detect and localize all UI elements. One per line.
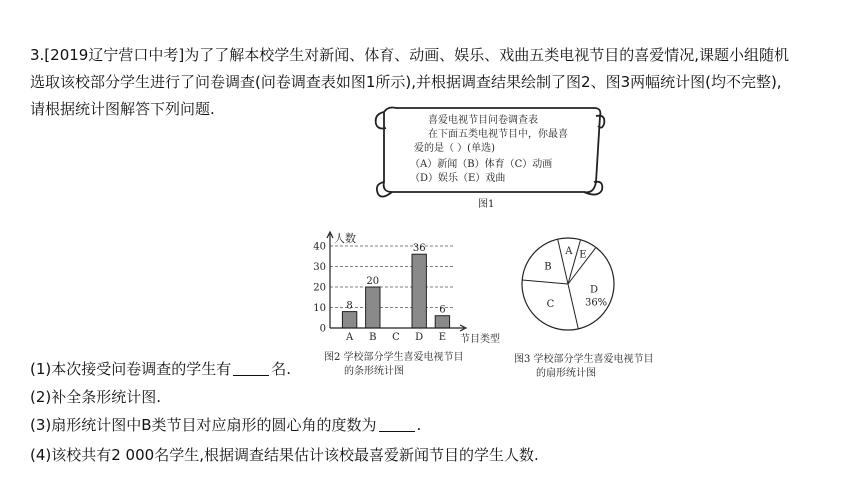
pie-label-A: A [565,245,573,257]
answer-blank-1[interactable] [233,361,269,376]
figure-2-caption-line-1: 图2 学校部分学生喜爱电视节目 [324,352,464,363]
y-axis-label: 人数 [334,232,356,245]
questionnaire-options-1: （A）新闻（B）体育（C）动画 [410,159,553,170]
question-3-suffix: . [416,416,422,434]
figure-2-bar-chart [300,226,500,376]
question-3-text: (3)扇形统计图中B类节目对应扇形的圆心角的度数为 [30,416,377,434]
question-1 [30,358,291,379]
questionnaire-options-2: （D）娱乐（E）戏曲 [410,173,506,184]
data-label-D: 36 [412,243,426,255]
bar-chart-svg [300,226,500,346]
pie-percent-D: 36% [584,297,608,309]
x-tick-label-E: E [438,332,447,343]
pie-label-C: C [546,299,555,311]
pie-label-B: B [544,261,552,273]
bar-D [412,254,426,328]
figure-3-pie-chart [510,226,690,379]
y-tick-label-3: 30 [313,262,326,273]
question-1-text: (1)本次接受问卷调查的学生有 [30,360,232,378]
problem-line-3: 请根据统计图解答下列问题. [30,100,215,118]
question-4: (4)该校共有2 000名学生,根据调查结果估计该校最喜爱新闻节目的学生人数. [30,446,539,464]
pie-label-E: E [579,249,587,261]
x-tick-label-B: B [369,332,377,343]
figure-1-questionnaire [370,104,610,214]
figure-1-caption: 图1 [478,199,495,210]
problem-line-2: 选取该校部分学生进行了问卷调查(问卷调查表如图1所示),并根据调查结果绘制了图2、图3两幅统计图(均不完整), [30,73,782,91]
y-tick-label-2: 20 [313,282,326,294]
y-tick-label-0: 0 [319,323,326,335]
y-tick-label-4: 40 [313,241,326,253]
problem-line-1: 3.[2019辽宁营口中考]为了了解本校学生对新闻、体育、动画、娱乐、戏曲五类电视节目的喜爱情况,课题小组随机 [30,46,789,64]
x-tick-label-C: C [392,332,400,343]
questionnaire-line-2: 爱的是（ ）(单选) [414,143,495,154]
data-label-A: 8 [346,300,353,312]
question-2: (2)补全条形统计图. [30,388,162,406]
x-tick-label-D: D [415,332,424,343]
bar-B [366,287,380,328]
pie-label-D: D [590,284,599,296]
data-label-E: 6 [439,304,446,316]
question-1-suffix: 名. [271,360,292,378]
pie-chart-svg [510,226,690,346]
bar-A [342,312,356,328]
data-label-B: 20 [366,276,380,287]
questionnaire-line-1: 在下面五类电视节目中，你最喜 [428,129,568,140]
question-3 [30,414,421,435]
x-axis-label: 节目类型 [460,334,500,345]
y-tick-label-1: 10 [313,303,326,314]
figure-3-caption-line-2: 的扇形统计图 [536,368,596,379]
figure-2-caption-line-2: 的条形统计图 [344,366,404,377]
figure-3-caption-line-1: 图3 学校部分学生喜爱电视节目 [514,354,654,365]
x-tick-label-A: A [345,332,354,343]
bar-E [435,316,449,328]
answer-blank-3[interactable] [379,417,415,432]
questionnaire-title: 喜爱电视节目问卷调查表 [428,115,538,126]
